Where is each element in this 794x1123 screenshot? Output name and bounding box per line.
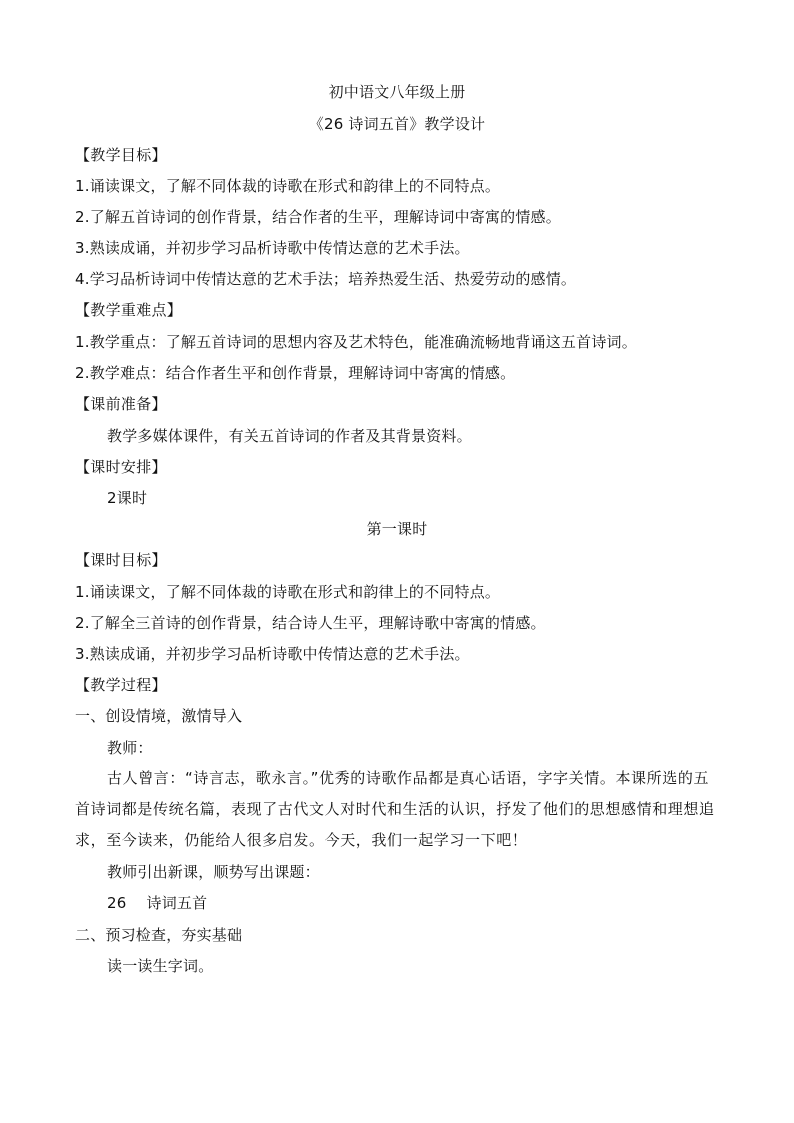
key-point-item: 1.教学重点：了解五首诗词的思想内容及艺术特色，能准确流畅地背诵这五首诗词。 [75,333,637,351]
lesson-goal-item: 1.诵读课文，了解不同体裁的诗歌在形式和韵律上的不同特点。 [75,583,501,601]
schedule-text: 2课时 [107,489,148,507]
lesson-title: 第一课时 [366,520,428,538]
lesson-name: 诗词五首 [146,894,208,912]
step1-title: 一、创设情境，激情导入 [75,707,243,725]
goal-item: 1.诵读课文，了解不同体裁的诗歌在形式和韵律上的不同特点。 [75,177,501,195]
goal-item: 4.学习品析诗词中传情达意的艺术手法；培养热爱生活、热爱劳动的感情。 [75,270,577,288]
preparation-heading: 【课前准备】 [75,395,167,413]
lesson-goal-item: 3.熟读成诵，并初步学习品析诗歌中传情达意的艺术手法。 [75,645,470,663]
schedule-heading: 【课时安排】 [75,458,167,476]
preparation-text: 教学多媒体课件，有关五首诗词的作者及其背景资料。 [107,427,472,445]
teacher-action: 教师引出新课，顺势写出课题： [107,863,320,881]
intro-paragraph: 古人曾言：“诗言志，歌永言。”优秀的诗歌作品都是真心话语，字字关情。本课所选的五首诗词都是传统名篇，表现了古代文人对时代和生活的认识，抒发了他们的思想感情和理想追求，至今读来，仍能给人很多启发。今天，我们一起学习一下吧！ [75,769,715,849]
step2-title: 二、预习检查，夯实基础 [75,926,243,944]
document-subtitle: 《26 诗词五首》教学设计 [308,115,486,133]
lesson-goal-item: 2.了解全三首诗的创作背景，结合诗人生平，理解诗歌中寄寓的情感。 [75,614,546,632]
lesson-topic [107,893,757,913]
goals-heading: 【教学目标】 [75,146,167,164]
lesson-goals-heading: 【课时目标】 [75,551,167,569]
key-points-heading: 【教学重难点】 [75,301,183,319]
key-point-item: 2.教学难点：结合作者生平和创作背景，理解诗词中寄寓的情感。 [75,364,516,382]
lesson-number: 26 [107,894,127,912]
step2-text: 读一读生字词。 [107,957,214,975]
goal-item: 3.熟读成诵，并初步学习品析诗歌中传情达意的艺术手法。 [75,239,470,257]
process-heading: 【教学过程】 [75,676,167,694]
teacher-label: 教师： [107,739,153,757]
goal-item: 2.了解五首诗词的创作背景，结合作者的生平，理解诗词中寄寓的情感。 [75,208,561,226]
document-title: 初中语文八年级上册 [328,83,466,101]
